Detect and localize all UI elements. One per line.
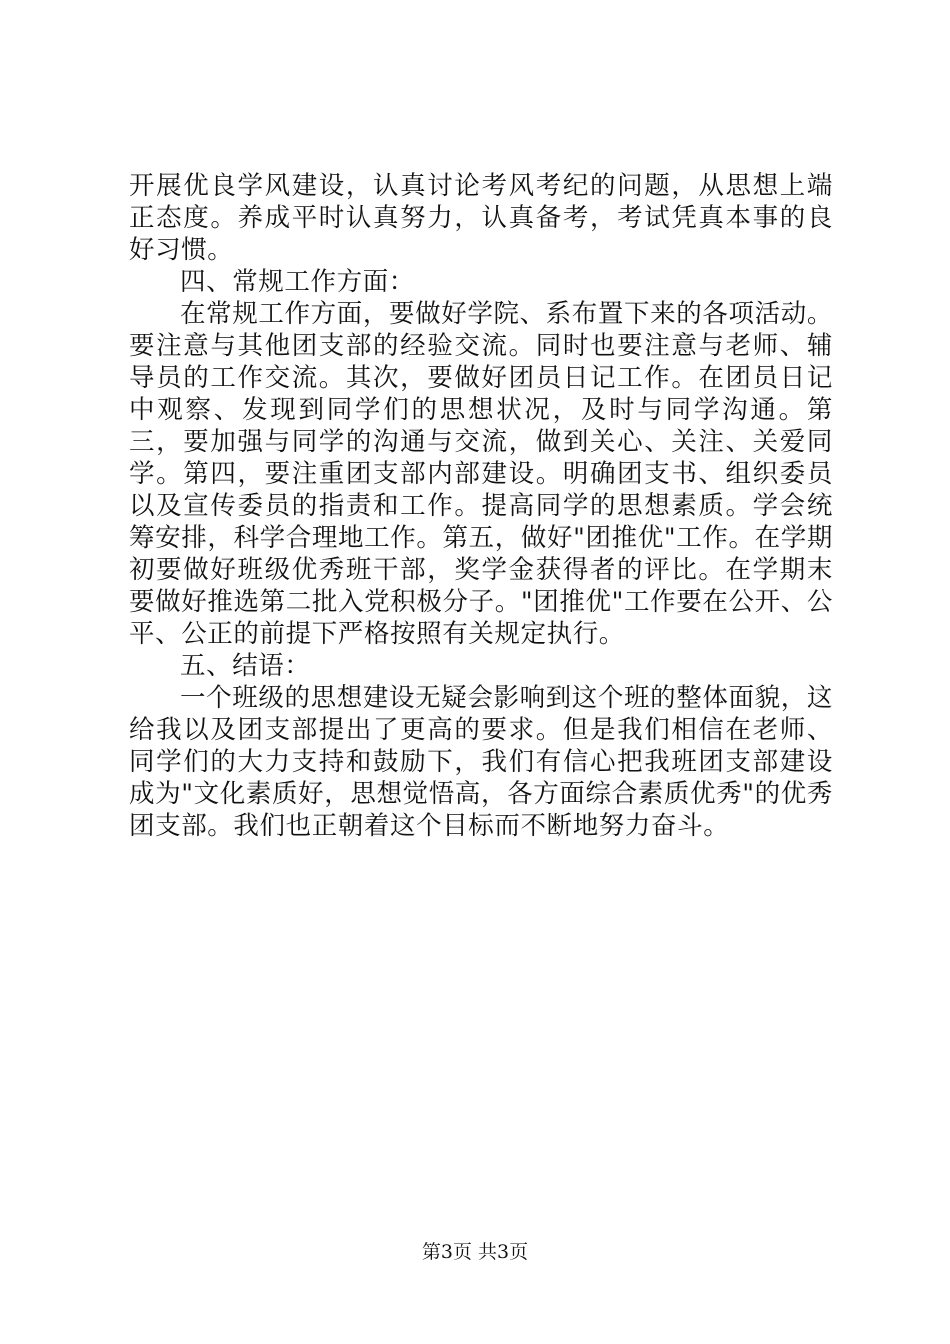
- section-heading-routine-work: 四、常规工作方面：: [180, 267, 415, 297]
- paragraph-continuation: 开展优良学风建设，认真讨论考风考纪的问题，从思想上端正态度。养成平时认真努力，认真备考，考试凭真本事的良好习惯。: [129, 171, 833, 265]
- paragraph-conclusion: 一个班级的思想建设无疑会影响到这个班的整体面貌，这给我以及团支部提出了更高的要求。但是我们相信在老师、同学们的大力支持和鼓励下，我们有信心把我班团支部建设成为"文化素质好，思想觉悟高，各方面综合素质优秀"的优秀团支部。我们也正朝着这个目标而不断地努力奋斗。: [129, 683, 833, 841]
- document-body: [129, 170, 833, 842]
- page-footer: 第3页 共3页: [421, 1241, 529, 1263]
- paragraph-routine-work: 在常规工作方面，要做好学院、系布置下来的各项活动。要注意与其他团支部的经验交流。同时也要注意与老师、辅导员的工作交流。其次，要做好团员日记工作。在团员日记中观察、发现到同学们的思想状况，及时与同学沟通。第三，要加强与同学的沟通与交流，做到关心、关注、关爱同学。第四，要注重团支部内部建设。明确团支书、组织委员以及宣传委员的指责和工作。提高同学的思想素质。学会统筹安排，科学合理地工作。第五，做好"团推优"工作。在学期初要做好班级优秀班干部，奖学金获得者的评比。在学期末要做好推选第二批入党积极分子。"团推优"工作要在公开、公平、公正的前提下严格按照有关规定执行。: [129, 299, 833, 649]
- section-heading-conclusion: 五、结语：: [180, 651, 311, 681]
